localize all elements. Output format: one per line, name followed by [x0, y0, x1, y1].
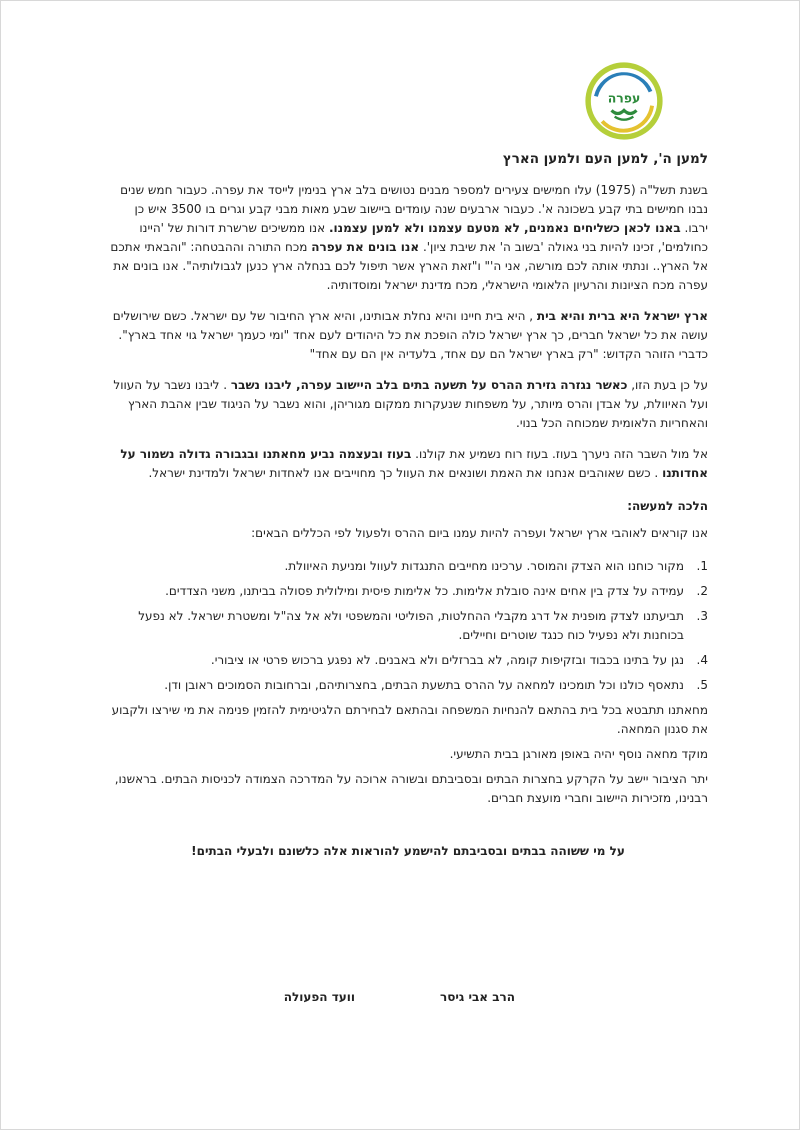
p1-text-e: מכח התורה וההבטחה: "והבאתי אתכם אל הארץ.. ונתתי אותה לכם מורשה, אני ה'" ו"זאת הארץ אשר תיפול לכם בנחלה ארץ כנען לגבולותיה". אנו בונים את עפרה מכח הציונות והרעיון הלאומי הישראלי, מכח מדינת ישראל ומוסדותיה.: [110, 240, 708, 292]
closing-statement: על מי ששוהה בבתים ובסביבתם להישמע להוראות אלה כלשונם ולבעלי הבתים!: [191, 844, 625, 858]
signature-committee: וועד הפעולה: [283, 990, 355, 1004]
list-item: [108, 557, 708, 576]
rules-list: [108, 557, 708, 695]
paragraph-covenant: [108, 307, 708, 364]
p3-text-c: . ליבנו נשבר על העוול ועל האיוולת, על אבדן והרס מיותר, על משפחות שנעקרות ממקום מגוריהן, והוא נשבר על הניגוד שבין אהבת הארץ והאחריות הלאומית שמכוחה הכל בנוי.: [113, 378, 708, 430]
p4-text-a: אל מול השבר הזה ניערך בעוז. בעוז רוח נשמיע את קולנו.: [411, 447, 708, 461]
list-number: 1.: [696, 559, 708, 573]
p4-text-c: . כשם שאוהבים אנחנו את האמת ושונאים את העוול כך מחוייבים אנו לאחדות ישראל ולמדינת ישראל.: [148, 466, 659, 480]
letter-body: [108, 150, 708, 861]
list-number: 2.: [696, 584, 708, 598]
list-item-text: עמידה על צדק בין אחים אינה סובלת אלימות. כל אלימות פיסית ומילולית פסולה בביתנו, משני הצדדים.: [165, 584, 684, 598]
ofra-logo-icon: [585, 62, 663, 140]
p2-bold-covenant: ארץ ישראל היא ברית והיא בית: [536, 309, 708, 323]
list-number: 3.: [696, 609, 708, 623]
protest-details-3: יתר הציבור יישב על הקרקע בחצרות הבתים ובסביבתם ובשורה ארוכה על המדרכה הצמודה לכניסות הבתים. בראשנו, רבנינו, מזכירות היישוב וחברי מועצת חברים.: [114, 772, 708, 805]
page-title: למען ה', למען העם ולמען הארץ: [502, 151, 708, 167]
section-heading: הלכה למעשה:: [627, 499, 708, 513]
protest-details-1: מחאתנו תתבטא בכל בית בהתאם להנחיות המשפחה ובהתאם לבחירתם הלגיטימית להזמין פנימה את מי שירצו ולקבוע את סגנון המחאה.: [111, 703, 708, 736]
p4-bold-unity: בעוז ובעצמה נביע מחאתנו ובגבורה גדולה נשמור על אחדותנו: [120, 447, 708, 480]
paragraph-history: [108, 181, 708, 295]
list-item: [108, 582, 708, 601]
list-number: 4.: [696, 653, 708, 667]
call-intro: אנו קוראים לאוהבי ארץ ישראל ועפרה להיות עמנו ביום ההרס ולפעול לפי הכללים הבאים:: [251, 526, 708, 540]
list-item: [108, 651, 708, 670]
p3-bold-decree: כאשר נגזרה גזירת ההרס על תשעה בתים בלב היישוב עפרה, ליבנו נשבר: [230, 378, 628, 392]
p2-text-b: , היא בית חיינו והיא נחלת אבותינו, והיא ארץ החיבור של עם ישראל. כשם שירושלים עושה את כל ישראל חברים, כך ארץ ישראל כולה הופכת את כל היהודים לעם אחד "ומי כעמך ישראל גוי אחד בארץ". כדברי הזוהר הקדוש: "רק בארץ ישראל הם עם אחד, בלעדיה אין הם עם אחד": [112, 309, 708, 361]
p3-text-a: על כן בעת הזו,: [627, 378, 708, 392]
p1-bold-building: אנו בונים את עפרה: [311, 240, 420, 254]
signature-rabbi: הרב אבי גיסר: [439, 990, 515, 1004]
list-item-text: תביעתנו לצדק מופנית אל דרג מקבלי ההחלטות, הפוליטי והמשפטי ולא אל צה"ל ומשטרת ישראל. לא נפעל בכוחנות ולא נפעיל כוח כנגד שוטרים וחיילים.: [138, 609, 684, 642]
list-item: [108, 676, 708, 695]
list-item-text: מקור כוחנו הוא הצדק והמוסר. ערכינו מחייבים התנגדות לעוול ומניעת האיוולת.: [284, 559, 684, 573]
p1-text-a: בשנת תשל"ה (1975) עלו חמישים צעירים למספר מבנים נטושים בלב ארץ בנימין לייסד את עפרה. כעבור חמש שנים נבנו חמישים בתי קבע בשכונה א'. כעבור ארבעים שנה עומדים ביישוב שבע מאות מבני קבע וגרים בו 3500 איש כן ירבו.: [120, 183, 708, 235]
protest-details-2: מוקד מחאה נוסף יהיה באופן מאורגן בבית התשיעי.: [449, 747, 708, 761]
p1-text-c: אנו ממשיכים שרשרת דורות של 'היינו כחולמים', זכינו להיות בני גאולה 'בשוב ה' את שיבת ציון'.: [139, 221, 708, 254]
paragraph-decree: [108, 376, 708, 433]
list-number: 5.: [696, 678, 708, 692]
list-item-text: נגן על בתינו בכבוד ובזקיפות קומה, לא בברזלים ולא באבנים. לא נפגע ברכוש פרטי או ציבורי.: [210, 653, 684, 667]
logo-text: עפרה: [607, 90, 641, 106]
list-item-text: נתאסף כולנו וכל תומכינו למחאה על ההרס בתשעת הבתים, בחצרותיהם, וברחובות הסמוכים ראובן ודן.: [164, 678, 684, 692]
paragraph-strength: [108, 445, 708, 483]
p1-bold-mission: באנו לכאן כשליחים נאמנים, לא מטעם עצמנו ולא למען עצמנו.: [328, 221, 681, 235]
list-item: [108, 607, 708, 645]
